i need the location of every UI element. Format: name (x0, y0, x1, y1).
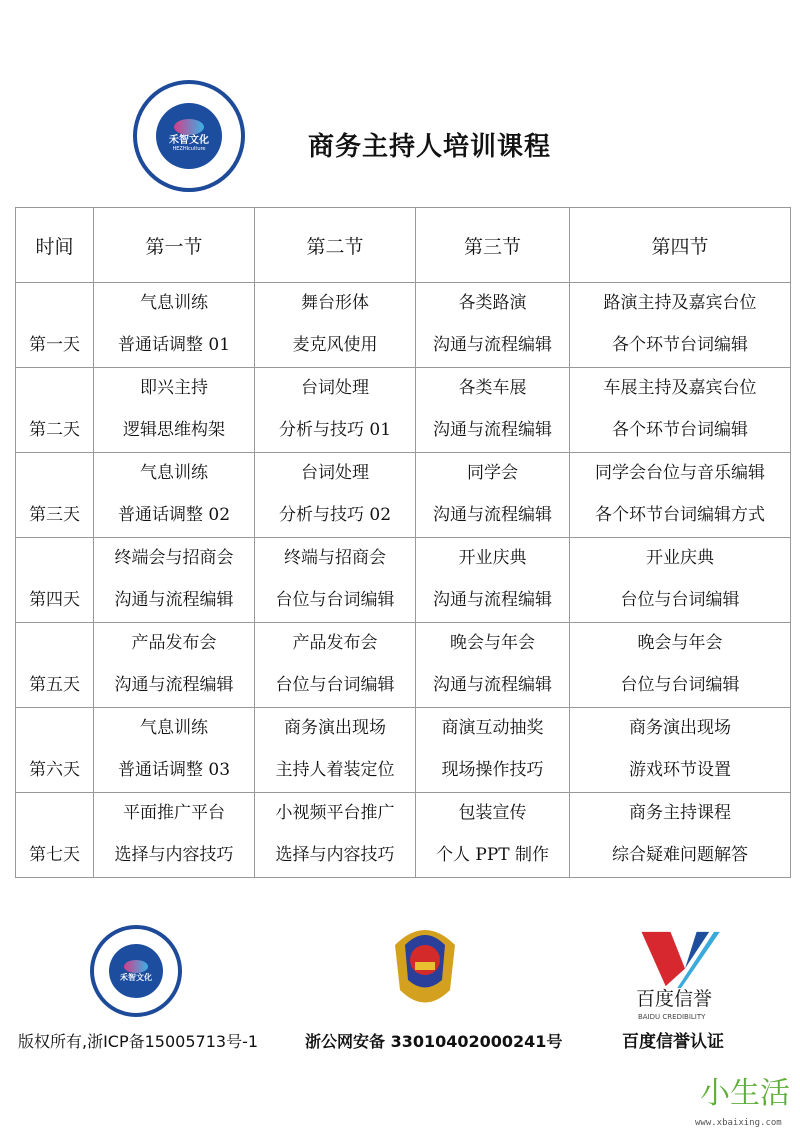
session-line: 台词处理 (301, 463, 369, 483)
watermark-url: www.xbaixing.com (695, 1118, 782, 1128)
day-label: 第六天 (29, 760, 80, 780)
day-cell (16, 538, 94, 623)
footer-company-logo (90, 925, 182, 1017)
session-cell (416, 368, 570, 453)
session-line: 台位与台词编辑 (275, 675, 395, 695)
session-line: 沟通与流程编辑 (433, 675, 552, 695)
session-cell (570, 708, 791, 793)
session-line: 包装宣传 (458, 803, 527, 823)
spacer (16, 453, 93, 495)
session-cell (255, 538, 416, 623)
session-cell (255, 623, 416, 708)
logo-cn: 禾智文化 (169, 135, 209, 147)
session-line: 平面推广平台 (123, 803, 225, 823)
spacer (16, 793, 93, 835)
day-cell (16, 368, 94, 453)
session-line: 各类车展 (458, 378, 527, 398)
logo-swirl-icon (124, 960, 148, 973)
session-line: 分析与技巧 01 (278, 420, 392, 440)
session-line: 开业庆典 (458, 548, 527, 568)
session-cell (416, 793, 570, 878)
session-line: 气息训练 (140, 718, 208, 738)
spacer (16, 623, 93, 665)
session-cell (416, 623, 570, 708)
session-line: 普通话调整 01 (117, 335, 231, 355)
day-label: 第四天 (29, 590, 80, 610)
session-line: 普通话调整 02 (117, 505, 231, 525)
session-line: 沟通与流程编辑 (433, 505, 552, 525)
session-cell (255, 368, 416, 453)
day-cell (16, 453, 94, 538)
session-line: 主持人着装定位 (275, 760, 395, 780)
header-row (16, 208, 791, 283)
session-cell (570, 793, 791, 878)
schedule-table (15, 207, 791, 878)
session-line: 气息训练 (140, 293, 208, 313)
session-cell (570, 623, 791, 708)
session-line: 综合疑难问题解答 (612, 845, 748, 865)
session-line: 各个环节台词编辑方式 (595, 505, 765, 525)
session-cell (570, 538, 791, 623)
session-line: 各个环节台词编辑 (612, 420, 748, 440)
table-row (16, 623, 791, 708)
session-line: 商务主持课程 (629, 803, 731, 823)
session-line: 终端与招商会 (284, 548, 386, 568)
table-row (16, 708, 791, 793)
logo-swirl-icon (174, 119, 204, 135)
day-label: 第三天 (29, 505, 80, 525)
day-label: 第五天 (29, 675, 80, 695)
police-record-text: 浙公网安备 33010402000241号 (305, 1032, 563, 1051)
session-line: 产品发布会 (131, 633, 217, 653)
baidu-cert-text: 百度信誉认证 (622, 1032, 724, 1052)
session-line: 个人 PPT 制作 (435, 845, 550, 865)
session-cell (94, 708, 255, 793)
table-row (16, 538, 791, 623)
session-cell (570, 368, 791, 453)
session-line: 逻辑思维构架 (123, 420, 225, 440)
session-line: 终端会与招商会 (114, 548, 234, 568)
session-line: 台位与台词编辑 (275, 590, 395, 610)
session-line: 台词处理 (301, 378, 369, 398)
session-cell (94, 793, 255, 878)
session-line: 小视频平台推广 (275, 803, 395, 823)
baidu-credibility-logo (635, 930, 735, 988)
session-line: 普通话调整 03 (117, 760, 231, 780)
baidu-logo-text: 百度信誉 (636, 988, 713, 1010)
session-line: 车展主持及嘉宾台位 (603, 378, 757, 398)
logo-en: HEZHIculture (172, 145, 206, 152)
table-row (16, 283, 791, 368)
session-line: 台位与台词编辑 (620, 590, 740, 610)
session-line: 舞台形体 (301, 293, 369, 313)
session-cell (255, 708, 416, 793)
session-line: 商演互动抽奖 (441, 718, 544, 738)
session-line: 商务演出现场 (629, 718, 731, 738)
session-cell (570, 283, 791, 368)
page-title: 商务主持人培训课程 (308, 132, 552, 162)
logo-cn: 禾智文化 (120, 972, 152, 982)
session-line: 沟通与流程编辑 (114, 675, 234, 695)
session-cell (94, 283, 255, 368)
company-logo (133, 80, 245, 192)
session-line: 沟通与流程编辑 (433, 335, 552, 355)
column-header: 时间 (16, 208, 94, 283)
session-cell (94, 368, 255, 453)
column-header: 第四节 (570, 208, 791, 283)
session-line: 同学会 (467, 463, 518, 483)
session-line: 台位与台词编辑 (620, 675, 740, 695)
session-line: 即兴主持 (140, 378, 208, 398)
session-line: 开业庆典 (646, 548, 714, 568)
session-line: 气息训练 (140, 463, 208, 483)
table-row (16, 368, 791, 453)
session-line: 现场操作技巧 (441, 760, 544, 780)
session-line: 选择与内容技巧 (114, 845, 234, 865)
session-line: 同学会台位与音乐编辑 (595, 463, 765, 483)
session-line: 路演主持及嘉宾台位 (603, 293, 757, 313)
session-cell (416, 538, 570, 623)
police-emblem-icon (385, 920, 465, 1010)
session-line: 产品发布会 (292, 633, 378, 653)
table-row (16, 793, 791, 878)
session-line: 各个环节台词编辑 (612, 335, 748, 355)
icp-text: 版权所有,浙ICP备15005713号-1 (18, 1032, 259, 1051)
session-cell (416, 453, 570, 538)
table-row (16, 453, 791, 538)
column-header: 第二节 (255, 208, 416, 283)
baidu-en-text: BAIDU CREDIBILITY (638, 1013, 706, 1021)
session-line: 沟通与流程编辑 (433, 420, 552, 440)
session-cell (416, 283, 570, 368)
day-cell (16, 708, 94, 793)
session-cell (255, 453, 416, 538)
day-label: 第二天 (29, 420, 80, 440)
session-line: 游戏环节设置 (629, 760, 731, 780)
session-cell (255, 283, 416, 368)
day-cell (16, 283, 94, 368)
session-line: 商务演出现场 (284, 718, 386, 738)
column-header: 第三节 (416, 208, 570, 283)
session-line: 沟通与流程编辑 (114, 590, 234, 610)
watermark: 小生活 (700, 1076, 790, 1111)
spacer (16, 538, 93, 580)
session-line: 晚会与年会 (637, 633, 723, 653)
session-line: 各类路演 (458, 293, 527, 313)
session-cell (570, 453, 791, 538)
spacer (16, 368, 93, 410)
session-line: 沟通与流程编辑 (433, 590, 552, 610)
session-cell (255, 793, 416, 878)
day-cell (16, 623, 94, 708)
session-cell (94, 538, 255, 623)
session-line: 分析与技巧 02 (278, 505, 392, 525)
day-label: 第一天 (29, 335, 80, 355)
spacer (16, 283, 93, 325)
day-cell (16, 793, 94, 878)
session-line: 选择与内容技巧 (275, 845, 395, 865)
session-line: 麦克风使用 (292, 335, 378, 355)
spacer (16, 708, 93, 750)
column-header: 第一节 (94, 208, 255, 283)
session-cell (94, 623, 255, 708)
session-line: 晚会与年会 (450, 633, 535, 653)
session-cell (94, 453, 255, 538)
day-label: 第七天 (29, 845, 80, 865)
session-cell (416, 708, 570, 793)
